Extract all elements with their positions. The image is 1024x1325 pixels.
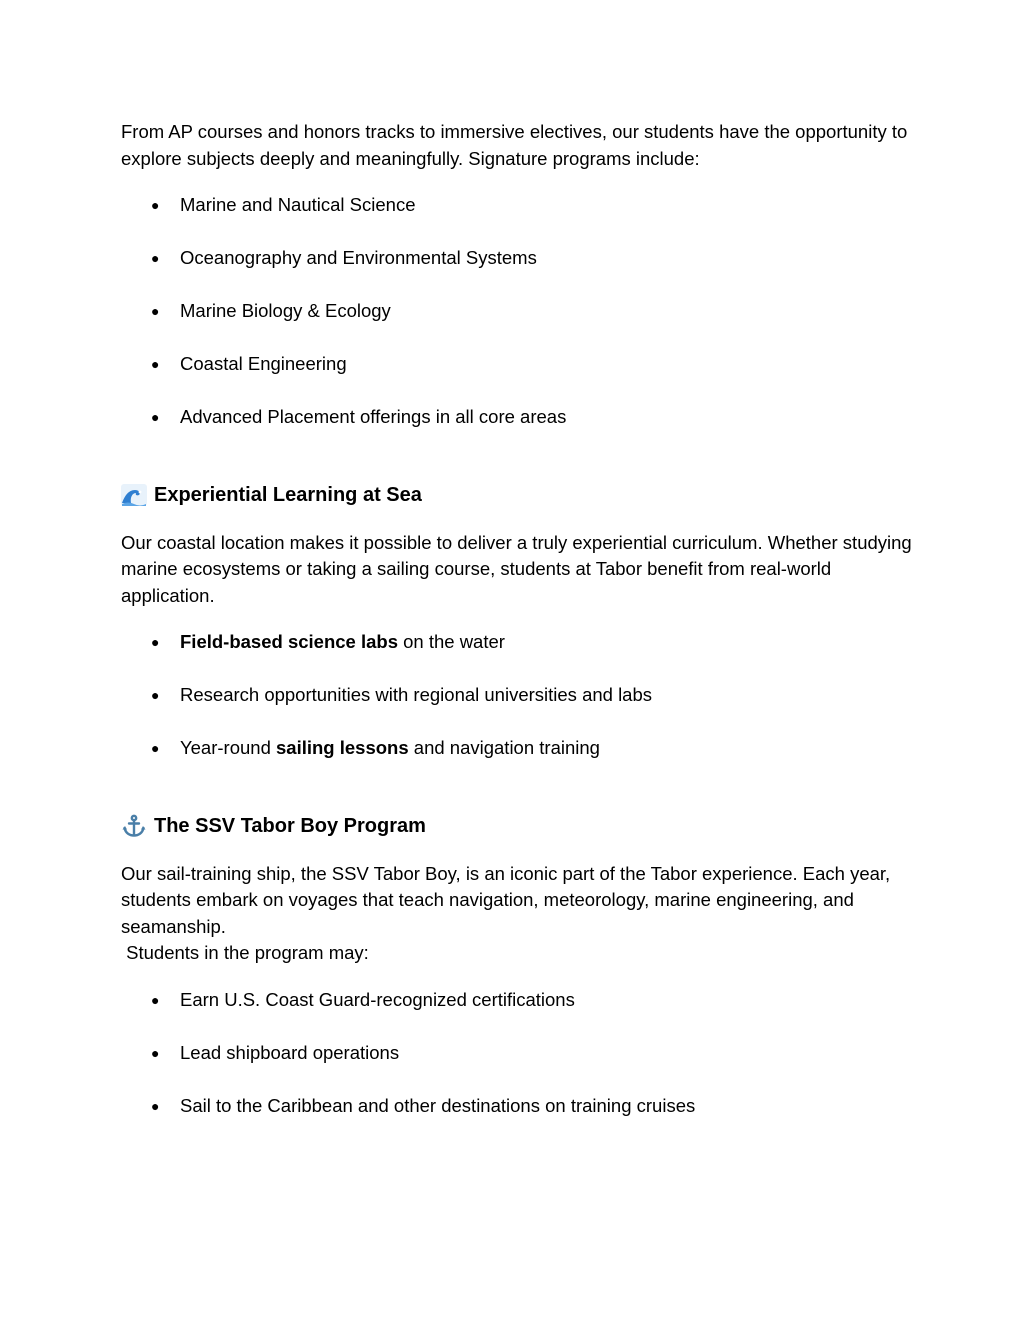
list-item: ● Coastal Engineering [121, 351, 921, 378]
bullet-icon: ● [151, 740, 160, 756]
ssv-heading [121, 811, 921, 841]
ssv-heading-text: The SSV Tabor Boy Program [154, 814, 426, 837]
ssv-paragraph: Our sail-training ship, the SSV Tabor Boy, is an iconic part of the Tabor experience. Each year, students embark on voyages that teach navigation, meteorology, marine engineering, and seamanship. [121, 862, 891, 937]
experiential-paragraph: Our coastal location makes it possible to deliver a truly experiential curriculum. Whether studying marine ecosystems or taking a sailing course, students at Tabor benefit from real-world application. [121, 531, 912, 606]
list-item: ● Lead shipboard operations [121, 1040, 921, 1067]
bullet-icon: ● [151, 250, 160, 266]
ssv-lead-text: Students in the program may: [121, 942, 369, 963]
list-item: ● Sail to the Caribbean and other destinations on training cruises [121, 1093, 921, 1120]
wave-icon [121, 483, 147, 507]
bullet-icon: ● [151, 687, 160, 703]
ssv-list [121, 987, 921, 1120]
experiential-list [121, 629, 921, 762]
list-item: ● Year-round sailing lessons and navigation training [121, 735, 921, 762]
list-item: ● Earn U.S. Coast Guard-recognized certifications [121, 987, 921, 1014]
list-item: ● Advanced Placement offerings in all core areas [121, 404, 921, 431]
list-item: ● Marine and Nautical Science [121, 192, 921, 219]
list-item: ● Research opportunities with regional universities and labs [121, 682, 921, 709]
bullet-icon: ● [151, 1097, 160, 1114]
bullet-icon: ● [151, 991, 160, 1008]
document-page [121, 119, 921, 1119]
bullet-icon: ● [151, 409, 160, 425]
experiential-heading-text: Experiential Learning at Sea [154, 483, 422, 506]
experiential-heading [121, 480, 921, 510]
list-item: ● Marine Biology & Ecology [121, 298, 921, 325]
bullet-icon: ● [151, 356, 160, 372]
programs-list [121, 192, 921, 431]
list-item: ● Field-based science labs on the water [121, 629, 921, 656]
bullet-icon: ● [151, 634, 160, 650]
bullet-icon: ● [151, 303, 160, 319]
intro-paragraph: From AP courses and honors tracks to immersive electives, our students have the opportunity to explore subjects deeply and meaningfully. Signature programs include: [121, 121, 908, 169]
list-item: ● Oceanography and Environmental Systems [121, 245, 921, 272]
bullet-icon: ● [151, 197, 160, 213]
bullet-icon: ● [151, 1044, 160, 1061]
anchor-icon [121, 814, 147, 838]
